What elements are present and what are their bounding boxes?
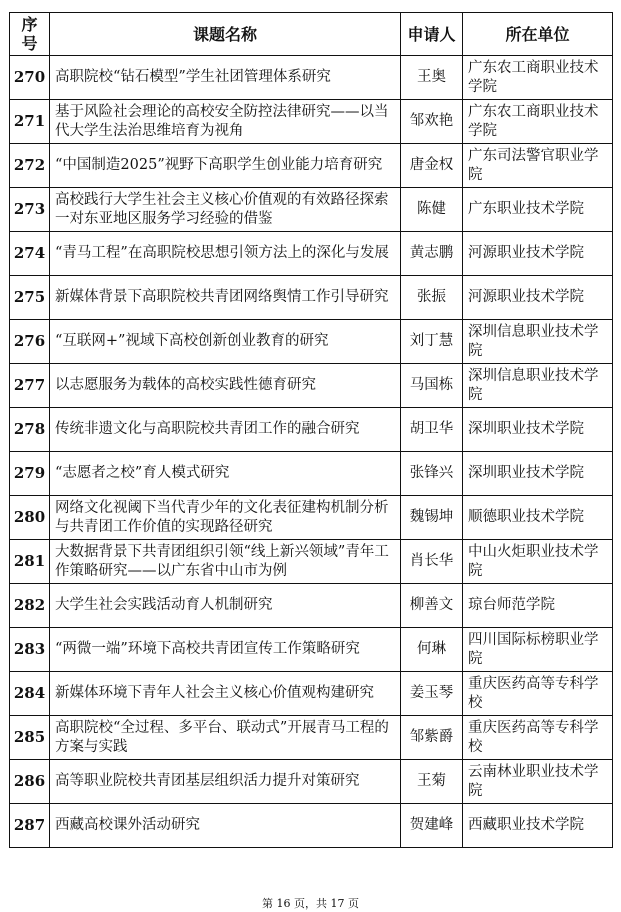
row-number: 279	[10, 452, 50, 496]
row-number: 281	[10, 540, 50, 584]
table-row	[10, 364, 613, 408]
row-unit: 琼台师范学院	[463, 584, 613, 628]
row-applicant: 张锋兴	[401, 452, 463, 496]
row-applicant: 陈健	[401, 188, 463, 232]
row-title: 大学生社会实践活动育人机制研究	[50, 584, 401, 628]
row-applicant: 马国栋	[401, 364, 463, 408]
row-unit: 广东农工商职业技术学院	[463, 56, 613, 100]
row-applicant: 黄志鹏	[401, 232, 463, 276]
row-title: “志愿者之校”育人模式研究	[50, 452, 401, 496]
row-unit: 广东农工商职业技术学院	[463, 100, 613, 144]
row-title: 大数据背景下共青团组织引领“线上新兴领域”青年工作策略研究——以广东省中山市为例	[50, 540, 401, 584]
header-num: 序号	[10, 13, 50, 56]
header-unit: 所在单位	[463, 13, 613, 56]
row-title: “青马工程”在高职院校思想引领方法上的深化与发展	[50, 232, 401, 276]
row-number: 278	[10, 408, 50, 452]
row-unit: 中山火炬职业技术学院	[463, 540, 613, 584]
row-applicant: 张振	[401, 276, 463, 320]
table-row	[10, 672, 613, 716]
table-row	[10, 760, 613, 804]
row-unit: 重庆医药高等专科学校	[463, 672, 613, 716]
header-row	[10, 13, 613, 56]
row-applicant: 刘丁慧	[401, 320, 463, 364]
table-row	[10, 188, 613, 232]
table-row	[10, 540, 613, 584]
table-row	[10, 56, 613, 100]
row-title: 基于风险社会理论的高校安全防控法律研究——以当代大学生法治思维培育为视角	[50, 100, 401, 144]
row-number: 280	[10, 496, 50, 540]
row-applicant: 贺建峰	[401, 804, 463, 848]
row-number: 271	[10, 100, 50, 144]
table-row	[10, 716, 613, 760]
row-applicant: 王菊	[401, 760, 463, 804]
row-applicant: 何琳	[401, 628, 463, 672]
header-applicant: 申请人	[401, 13, 463, 56]
row-number: 275	[10, 276, 50, 320]
row-title: 高等职业院校共青团基层组织活力提升对策研究	[50, 760, 401, 804]
table-row	[10, 100, 613, 144]
row-applicant: 胡卫华	[401, 408, 463, 452]
row-unit: 深圳职业技术学院	[463, 452, 613, 496]
table-row	[10, 496, 613, 540]
table-row	[10, 276, 613, 320]
row-number: 287	[10, 804, 50, 848]
row-number: 277	[10, 364, 50, 408]
row-title: 传统非遗文化与高职院校共青团工作的融合研究	[50, 408, 401, 452]
row-number: 274	[10, 232, 50, 276]
table-row	[10, 320, 613, 364]
table-row	[10, 628, 613, 672]
table-row	[10, 452, 613, 496]
project-table	[9, 12, 613, 848]
row-number: 272	[10, 144, 50, 188]
row-title: 新媒体背景下高职院校共青团网络舆情工作引导研究	[50, 276, 401, 320]
row-title: 高职院校“全过程、多平台、联动式”开展青马工程的方案与实践	[50, 716, 401, 760]
row-title: “两微一端”环境下高校共青团宣传工作策略研究	[50, 628, 401, 672]
row-unit: 深圳职业技术学院	[463, 408, 613, 452]
table-row	[10, 144, 613, 188]
table-row	[10, 584, 613, 628]
row-title: 高校践行大学生社会主义核心价值观的有效路径探索一对东亚地区服务学习经验的借鉴	[50, 188, 401, 232]
row-unit: 广东司法警官职业学院	[463, 144, 613, 188]
row-applicant: 王奥	[401, 56, 463, 100]
row-applicant: 邹欢艳	[401, 100, 463, 144]
row-number: 270	[10, 56, 50, 100]
row-applicant: 邹紫爵	[401, 716, 463, 760]
row-number: 285	[10, 716, 50, 760]
row-title: 网络文化视阈下当代青少年的文化表征建构机制分析与共青团工作价值的实现路径研究	[50, 496, 401, 540]
row-unit: 四川国际标榜职业学院	[463, 628, 613, 672]
row-unit: 云南林业职业技术学院	[463, 760, 613, 804]
row-number: 273	[10, 188, 50, 232]
row-number: 284	[10, 672, 50, 716]
row-title: 高职院校“钻石模型”学生社团管理体系研究	[50, 56, 401, 100]
row-title: 新媒体环境下青年人社会主义核心价值观构建研究	[50, 672, 401, 716]
row-applicant: 唐金权	[401, 144, 463, 188]
row-unit: 深圳信息职业技术学院	[463, 320, 613, 364]
row-applicant: 柳善文	[401, 584, 463, 628]
row-number: 283	[10, 628, 50, 672]
row-number: 276	[10, 320, 50, 364]
row-number: 286	[10, 760, 50, 804]
page-footer: 第 16 页，共 17 页	[262, 897, 359, 910]
table-row	[10, 232, 613, 276]
row-unit: 重庆医药高等专科学校	[463, 716, 613, 760]
row-applicant: 魏锡坤	[401, 496, 463, 540]
row-title: 以志愿服务为载体的高校实践性德育研究	[50, 364, 401, 408]
row-title: “中国制造2025”视野下高职学生创业能力培育研究	[50, 144, 401, 188]
row-unit: 深圳信息职业技术学院	[463, 364, 613, 408]
row-number: 282	[10, 584, 50, 628]
row-title: 西藏高校课外活动研究	[50, 804, 401, 848]
row-unit: 河源职业技术学院	[463, 232, 613, 276]
row-unit: 顺德职业技术学院	[463, 496, 613, 540]
table-row	[10, 804, 613, 848]
row-title: “互联网+”视域下高校创新创业教育的研究	[50, 320, 401, 364]
table-row	[10, 408, 613, 452]
row-unit: 西藏职业技术学院	[463, 804, 613, 848]
row-unit: 河源职业技术学院	[463, 276, 613, 320]
row-applicant: 肖长华	[401, 540, 463, 584]
row-applicant: 姜玉琴	[401, 672, 463, 716]
header-title: 课题名称	[50, 13, 401, 56]
row-unit: 广东职业技术学院	[463, 188, 613, 232]
